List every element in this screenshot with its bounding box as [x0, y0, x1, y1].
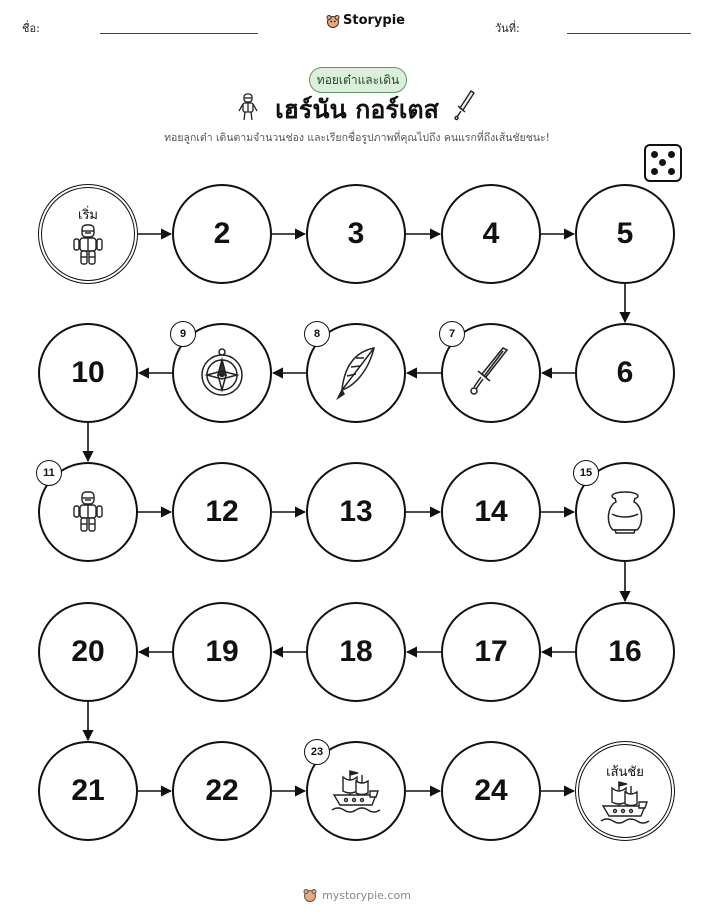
board-space-9: [172, 323, 272, 423]
board-space-15: [575, 462, 675, 562]
footer-site: mystorypie.com: [322, 888, 411, 902]
name-label: ชื่อ:: [22, 22, 40, 35]
board-space-22: [172, 741, 272, 841]
board-space-21: [38, 741, 138, 841]
space-number: 19: [205, 635, 239, 668]
board-space-20: [38, 602, 138, 702]
space-number: 14: [474, 495, 508, 528]
date-label: วันที่:: [495, 22, 520, 35]
compass-icon: [199, 348, 245, 398]
board-space-2: [172, 184, 272, 284]
space-number-tag: 7: [439, 321, 465, 347]
space-number: 16: [608, 635, 642, 668]
board-space-14: [441, 462, 541, 562]
space-number: 6: [616, 356, 634, 389]
ship-icon: [330, 767, 382, 815]
board-space-5: [575, 184, 675, 284]
space-number: 3: [347, 217, 365, 250]
board-space-24: [441, 741, 541, 841]
brand-name: Storypie: [343, 13, 405, 28]
space-number: 13: [339, 495, 373, 528]
board-space-16: [575, 602, 675, 702]
space-number-tag: 8: [304, 321, 330, 347]
space-number-tag: 9: [170, 321, 196, 347]
board-space-17: [441, 602, 541, 702]
storypie-bear-icon: [303, 888, 317, 902]
space-number: 21: [71, 774, 105, 807]
board-space-25: [575, 741, 675, 841]
board-space-18: [306, 602, 406, 702]
clay-pot-icon: [603, 490, 647, 534]
board-space-13: [306, 462, 406, 562]
space-number: 5: [616, 217, 634, 250]
finish-label: เส้นชัย: [606, 765, 644, 780]
board-space-12: [172, 462, 272, 562]
board-space-1: [38, 184, 138, 284]
page-title: เฮร์นัน กอร์เตส: [275, 95, 439, 124]
board-space-4: [441, 184, 541, 284]
space-number: 22: [205, 774, 239, 807]
board-space-3: [306, 184, 406, 284]
instructions: ทอยลูกเต๋า เดินตามจำนวนช่อง และเรียกชื่อรูปภาพที่คุณไปถึง คนแรกที่ถึงเส้นชัยชนะ!: [164, 132, 550, 144]
sword-icon: [469, 347, 513, 399]
space-number: 10: [71, 356, 105, 389]
space-number: 17: [474, 635, 508, 668]
space-number: 24: [474, 774, 508, 807]
board-space-7: [441, 323, 541, 423]
space-number: 2: [213, 217, 231, 250]
board-space-11: [38, 462, 138, 562]
space-number: 18: [339, 635, 373, 668]
space-number: 12: [205, 495, 239, 528]
knight-icon: [71, 490, 105, 534]
board-space-19: [172, 602, 272, 702]
footer: [0, 888, 714, 902]
knight-icon: [71, 223, 105, 267]
space-number-tag: 23: [304, 739, 330, 765]
board-space-6: [575, 323, 675, 423]
space-number: 4: [482, 217, 500, 250]
board-space-8: [306, 323, 406, 423]
board-space-23: [306, 741, 406, 841]
start-label: เริ่ม: [78, 208, 98, 223]
feather-quill-icon: [334, 346, 378, 400]
space-number-tag: 11: [36, 460, 62, 486]
space-number-tag: 15: [573, 460, 599, 486]
game-type-badge: ทอยเต๋าและเดิน: [309, 67, 407, 93]
ship-icon: [599, 778, 651, 826]
space-number: 20: [71, 635, 105, 668]
board-space-10: [38, 323, 138, 423]
